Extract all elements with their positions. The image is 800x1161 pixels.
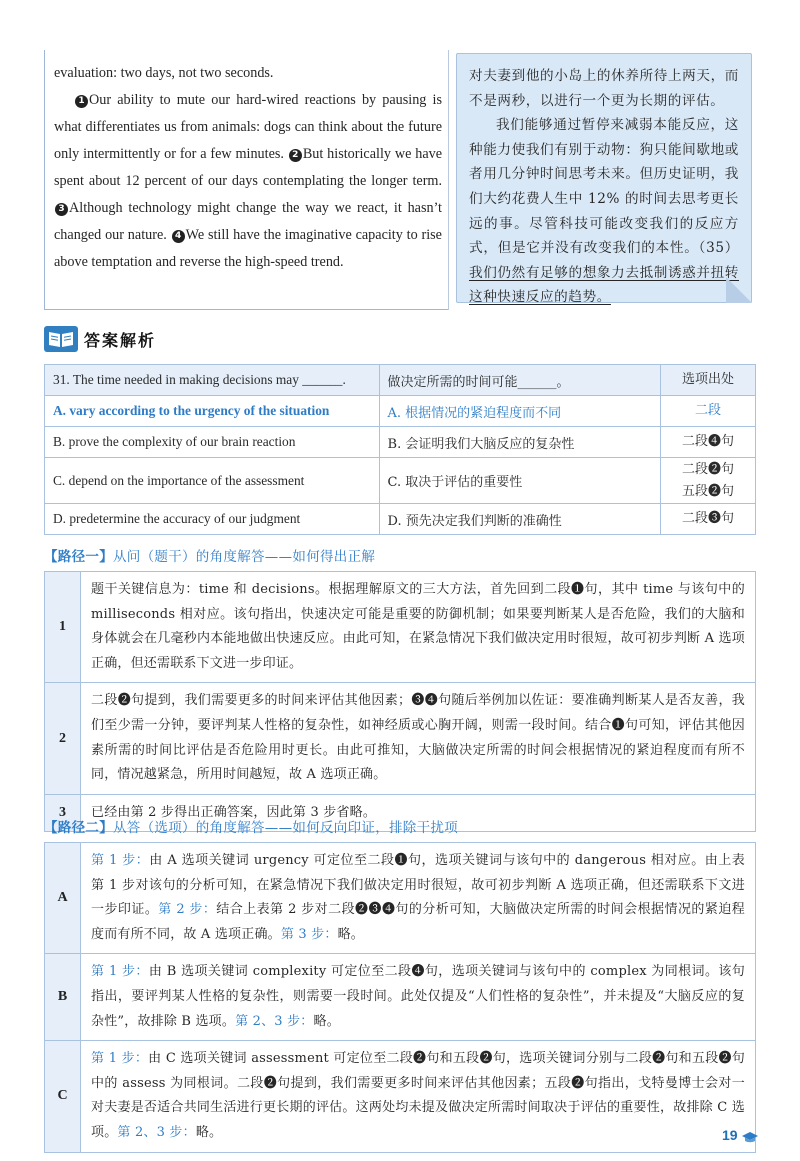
option-en-cell: C. depend on the importance of the assessment xyxy=(45,458,380,504)
path-one-heading xyxy=(44,545,375,565)
table-row xyxy=(45,458,756,504)
divider xyxy=(44,50,45,310)
step-label: 第 1 步： xyxy=(91,853,150,868)
option-location-cell: 二段❹句 xyxy=(661,427,756,458)
question-cell: 31. The time needed in making decisions may ______. xyxy=(45,365,380,396)
translation-text: 我们能够通过暂停来减弱本能反应，这种能力使我们有别于动物：狗只能间歇地或者用几分钟时间思考未来。但历史证明，我们大约花费人生中 12% 的时间去思考更长远的事。尽管科技可能改变我们的反应方式，但是它并没有改变我们的本性。（35） xyxy=(469,117,739,257)
step-text: 二段❷句提到，我们需要更多的时间来评估其他因素；❸❹句随后举例加以佐证：要准确判断某人是否友善，我们至少需一分钟，要评判某人性格的复杂性，如神经质或心胸开阔，则需一段时间。结合❶句可知，评估其他因素所需的时间比评估是否危险用时更长。由此可推知，大脑做决定所需的时间会根据情况的紧迫程度而有所不同，情况越紧急，所用时间越短，故 A 选项正确。 xyxy=(81,683,756,794)
table-row xyxy=(45,572,756,683)
location-line: 二段❷句 xyxy=(682,461,735,477)
step-text: 略。 xyxy=(313,1013,340,1029)
option-en-cell: B. prove the complexity of our brain reaction xyxy=(45,427,380,458)
step-text: 由 C 选项关键词 assessment 可定位至二段❷句和五段❷句，选项关键词分别与二段❷句和五段❷句中的 assess 为同根词。二段❷句提到，我们需要更多时间来评估其他因素；五段❷句指出，戈特曼博士会对一对夫妻是否适合共同生活进行更长期的评估。这两处均未提及做决定所需时间取决于评估的重要性，故排除 C 选项。 xyxy=(91,1051,745,1140)
answer-table xyxy=(44,364,756,535)
path-label: 【路径二】 xyxy=(44,820,113,836)
step-label: 第 2 步： xyxy=(158,902,217,918)
sentence-number-icon: 4 xyxy=(172,230,185,243)
step-number: 1 xyxy=(45,572,81,683)
step-number: 2 xyxy=(45,683,81,794)
path-title: 从问（题干）的角度解答——如何得出正解 xyxy=(113,549,376,565)
step-text: 题干关键信息为：time 和 decisions。根据理解原文的三大方法，首先回到二段❶句，其中 time 与该句中的 milliseconds 相对应。该句指出，快速决定可能是重要的防御机制；如果要判断某人是否危险，我们的大脑和身体就会在几毫秒内本能地做出快速反应。由此可知，在紧急情况下我们做决定用时很短，故可初步判断 A 选项正确，但还需联系下文进一步印证。 xyxy=(81,572,756,683)
step-text: 略。 xyxy=(195,1124,223,1140)
option-location-cell xyxy=(661,458,756,504)
option-letter: C xyxy=(45,1041,81,1152)
table-header-row xyxy=(45,365,756,396)
sentence: We still have the imaginative capacity to rise above temptation and reverse the high-speed trend. xyxy=(54,227,442,270)
option-analysis xyxy=(81,954,756,1041)
table-row xyxy=(45,843,756,954)
page-number: 19 xyxy=(722,1127,738,1143)
option-cn-cell: B. 会证明我们大脑反应的复杂性 xyxy=(379,427,661,458)
location-header-cell: 选项出处 xyxy=(661,365,756,396)
section-title: 答案解析 xyxy=(84,331,157,350)
translation-note xyxy=(456,53,752,306)
option-cn-cell: A. 根据情况的紧迫程度而不同 xyxy=(379,396,661,427)
option-analysis xyxy=(81,1041,756,1152)
english-passage xyxy=(54,60,442,276)
table-row xyxy=(45,504,756,535)
table-row xyxy=(45,396,756,427)
sentence: Although technology might change the way we react, it hasn’t changed our nature. xyxy=(54,200,442,243)
sentence: Our ability to mute our hard-wired reactions by pausing is what differentiates us from animals: dogs can think about the future only intermittently or for a few minutes. xyxy=(54,92,442,162)
option-cn-cell: D. 预先决定我们判断的准确性 xyxy=(379,504,661,535)
table-row xyxy=(45,954,756,1041)
divider xyxy=(448,50,449,310)
sentence: But historically we have spent about 12 percent of our days contemplating the longer term. xyxy=(54,146,443,189)
option-cn-cell: C. 取决于评估的重要性 xyxy=(379,458,661,504)
passage-block xyxy=(44,50,754,310)
step-label: 第 1 步： xyxy=(91,1051,149,1067)
translation-underlined: 我们仍然有足够的想象力去抵制诱惑并扭转这种快速反应的趋势。 xyxy=(469,264,739,306)
table-row xyxy=(45,427,756,458)
option-en-cell: A. vary according to the urgency of the situation xyxy=(45,396,380,427)
step-text: 结合上表第 2 步对二段❷❸❹句的分析可知，大脑做决定所需的时间会根据情况的紧迫程度而有所不同，故 A 选项正确。 xyxy=(91,902,745,942)
path-one-table xyxy=(44,571,756,832)
step-number: 3 xyxy=(45,794,81,832)
passage-paragraph xyxy=(54,87,442,276)
step-label: 第 3 步： xyxy=(280,926,338,942)
option-analysis xyxy=(81,843,756,954)
step-label: 第 2、3 步： xyxy=(235,1013,314,1029)
translation-paragraph: 对夫妻到他的小岛上的休养所待上两天，而不是两秒，以进行一个更为长期的评估。 xyxy=(469,68,739,109)
section-header xyxy=(44,326,164,352)
graduation-cap-icon xyxy=(741,1131,759,1143)
path-two-table xyxy=(44,842,756,1153)
option-location-cell: 二段 xyxy=(661,396,756,427)
sentence-number-icon: 3 xyxy=(55,203,68,216)
sentence-number-icon: 2 xyxy=(289,149,302,162)
page-fold-icon xyxy=(726,277,752,303)
table-row xyxy=(45,1041,756,1152)
translation-paragraph xyxy=(469,113,739,310)
option-en-cell: D. predetermine the accuracy of our judgment xyxy=(45,504,380,535)
passage-line: evaluation: two days, not two seconds. xyxy=(54,65,274,81)
divider xyxy=(44,309,448,310)
step-label: 第 1 步： xyxy=(91,964,149,980)
path-two-heading xyxy=(44,816,458,836)
step-text: 由 B 选项关键词 complexity 可定位至二段❹句，选项关键词与该句中的 complex 为同根词。该句指出，要评判某人性格的复杂性，则需要一段时间。此处仅提及“人们性格的复杂性”，并未提及“大脑反应的复杂性”，故排除 B 选项。 xyxy=(91,964,745,1029)
step-text: 略。 xyxy=(337,926,365,942)
path-title: 从答（选项）的角度解答——如何反向印证，排除干扰项 xyxy=(113,820,458,836)
step-label: 第 2、3 步： xyxy=(117,1124,196,1140)
table-row xyxy=(45,683,756,794)
step-text: 已经由第 2 步得出正确答案，因此第 3 步省略。 xyxy=(81,794,756,832)
step-text: 由 A 选项关键词 urgency 可定位至二段❶句，选项关键词与该句中的 dangerous 相对应。由上表第 1 步对该句的分析可知，在紧急情况下我们做决定用时很短，故可初步判断 A 选项正确，但还需联系下文进一步印证。 xyxy=(91,853,745,918)
option-location-cell: 二段❸句 xyxy=(661,504,756,535)
location-line: 五段❷句 xyxy=(682,483,735,499)
book-icon xyxy=(44,326,78,352)
option-letter: B xyxy=(45,954,81,1041)
path-label: 【路径一】 xyxy=(44,549,113,565)
sentence-number-icon: 1 xyxy=(75,95,88,108)
question-cn-cell: 做决定所需的时间可能______。 xyxy=(379,365,661,396)
option-letter: A xyxy=(45,843,81,954)
